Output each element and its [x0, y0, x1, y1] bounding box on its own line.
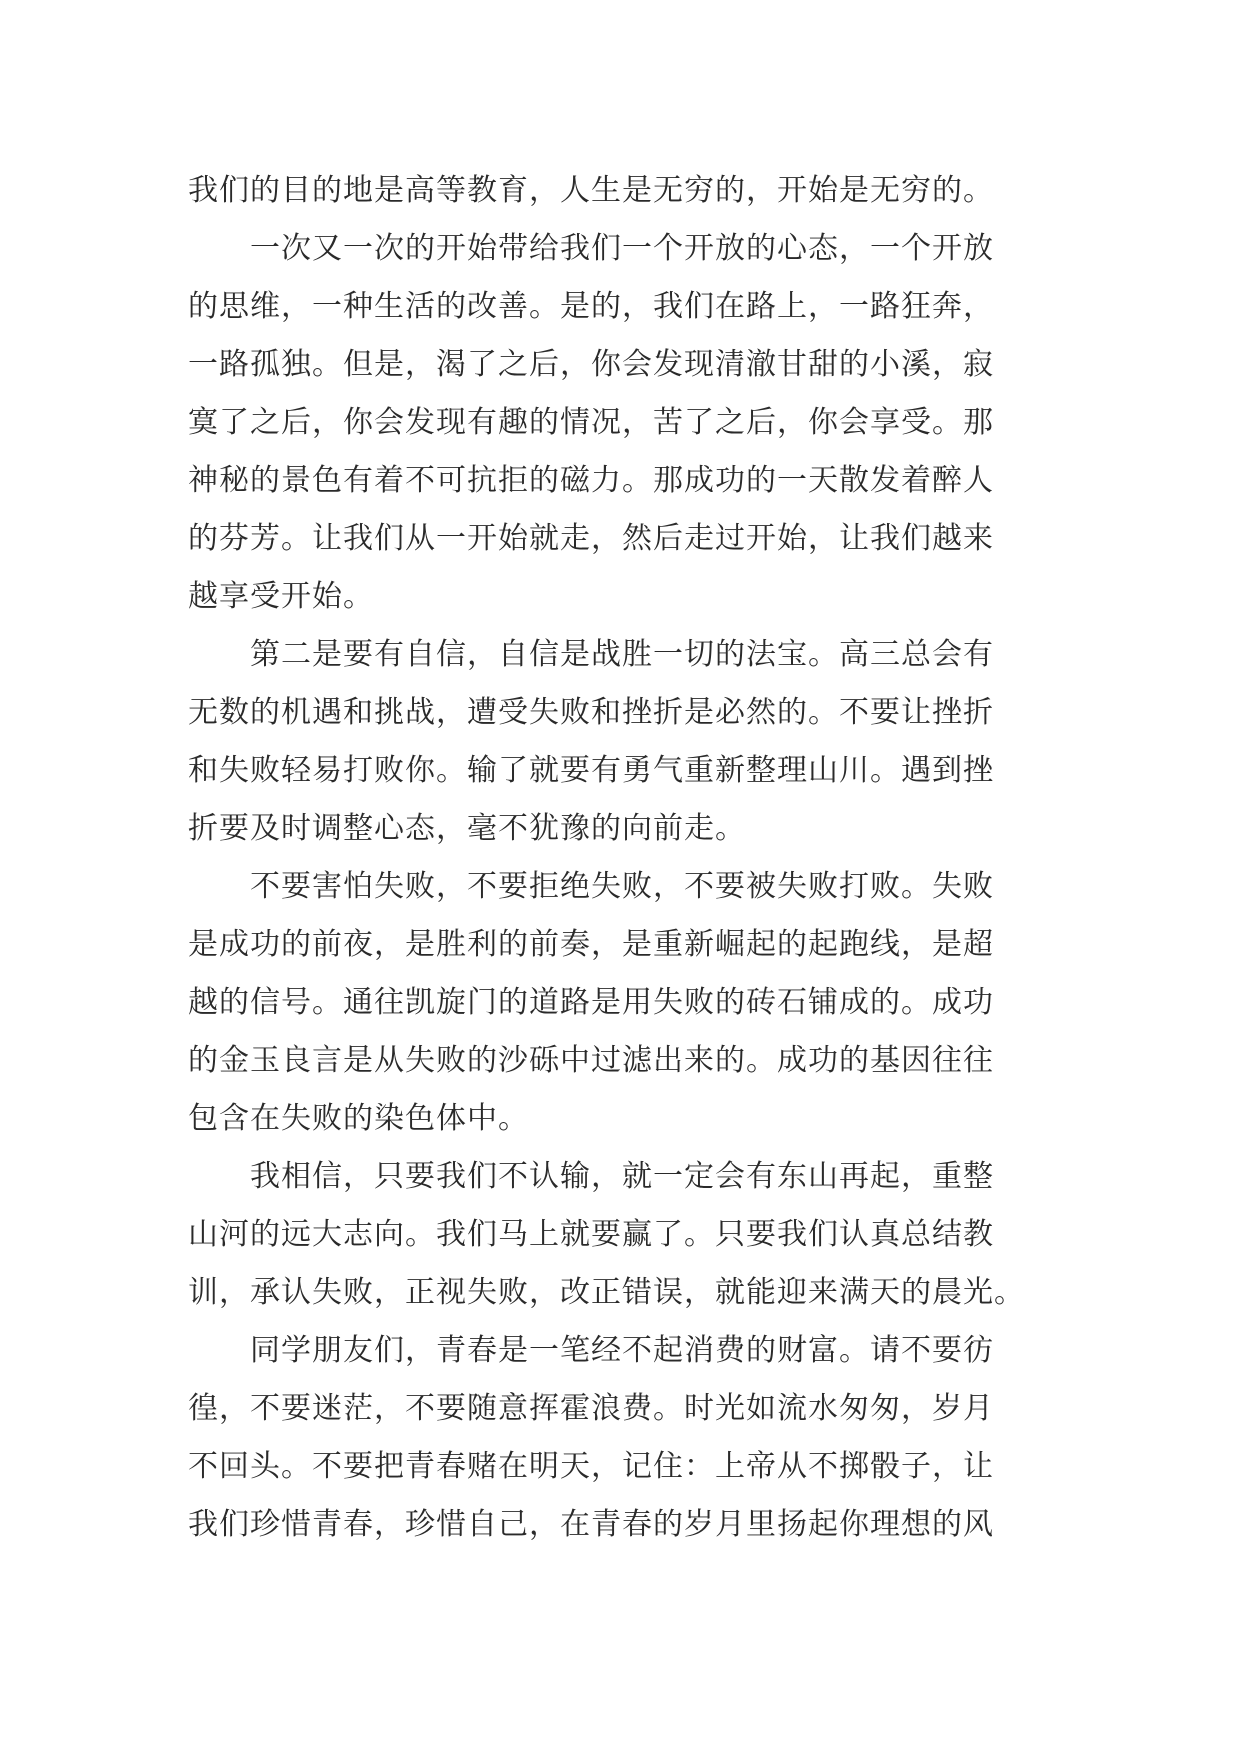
- paragraph-start-line: 一次又一次的开始带给我们一个开放的心态，一个开放: [250, 231, 994, 266]
- text-line: 我们珍惜青春，珍惜自己，在青春的岁月里扬起你理想的风: [188, 1507, 994, 1542]
- paragraph-start-line: 我相信，只要我们不认输，就一定会有东山再起，重整: [250, 1159, 994, 1194]
- text-line: 神秘的景色有着不可抗拒的磁力。那成功的一天散发着醉人: [188, 463, 994, 498]
- text-line: 无数的机遇和挑战，遭受失败和挫折是必然的。不要让挫折: [188, 695, 994, 730]
- text-line: 山河的远大志向。我们马上就要赢了。只要我们认真总结教: [188, 1217, 994, 1252]
- text-line: 越的信号。通往凯旋门的道路是用失败的砖石铺成的。成功: [188, 985, 994, 1020]
- paragraph-start-line: 不要害怕失败，不要拒绝失败，不要被失败打败。失败: [250, 869, 994, 904]
- text-line: 我们的目的地是高等教育，人生是无穷的，开始是无穷的。: [188, 173, 994, 208]
- text-line: 徨，不要迷茫，不要随意挥霍浪费。时光如流水匆匆，岁月: [188, 1391, 994, 1426]
- text-line: 的芬芳。让我们从一开始就走，然后走过开始，让我们越来: [188, 521, 994, 556]
- text-line: 不回头。不要把青春赌在明天，记住：上帝从不掷骰子，让: [188, 1449, 994, 1484]
- document-body: [188, 162, 1058, 1554]
- text-line: 的思维，一种生活的改善。是的，我们在路上，一路狂奔，: [188, 289, 994, 324]
- text-line: 是成功的前夜，是胜利的前奏，是重新崛起的起跑线，是超: [188, 927, 994, 962]
- text-line: 寞了之后，你会发现有趣的情况，苦了之后，你会享受。那: [188, 405, 994, 440]
- text-line: 训，承认失败，正视失败，改正错误，就能迎来满天的晨光。: [188, 1275, 1025, 1310]
- paragraph-start-line: 第二是要有自信，自信是战胜一切的法宝。高三总会有: [250, 637, 994, 672]
- text-line: 一路孤独。但是，渴了之后，你会发现清澈甘甜的小溪，寂: [188, 347, 994, 382]
- paragraph-start-line: 同学朋友们，青春是一笔经不起消费的财富。请不要彷: [250, 1333, 994, 1368]
- text-line: 和失败轻易打败你。输了就要有勇气重新整理山川。遇到挫: [188, 753, 994, 788]
- text-line: 越享受开始。: [188, 579, 374, 614]
- text-line: 折要及时调整心态，毫不犹豫的向前走。: [188, 811, 746, 846]
- text-line: 的金玉良言是从失败的沙砾中过滤出来的。成功的基因往往: [188, 1043, 994, 1078]
- text-line: 包含在失败的染色体中。: [188, 1101, 529, 1136]
